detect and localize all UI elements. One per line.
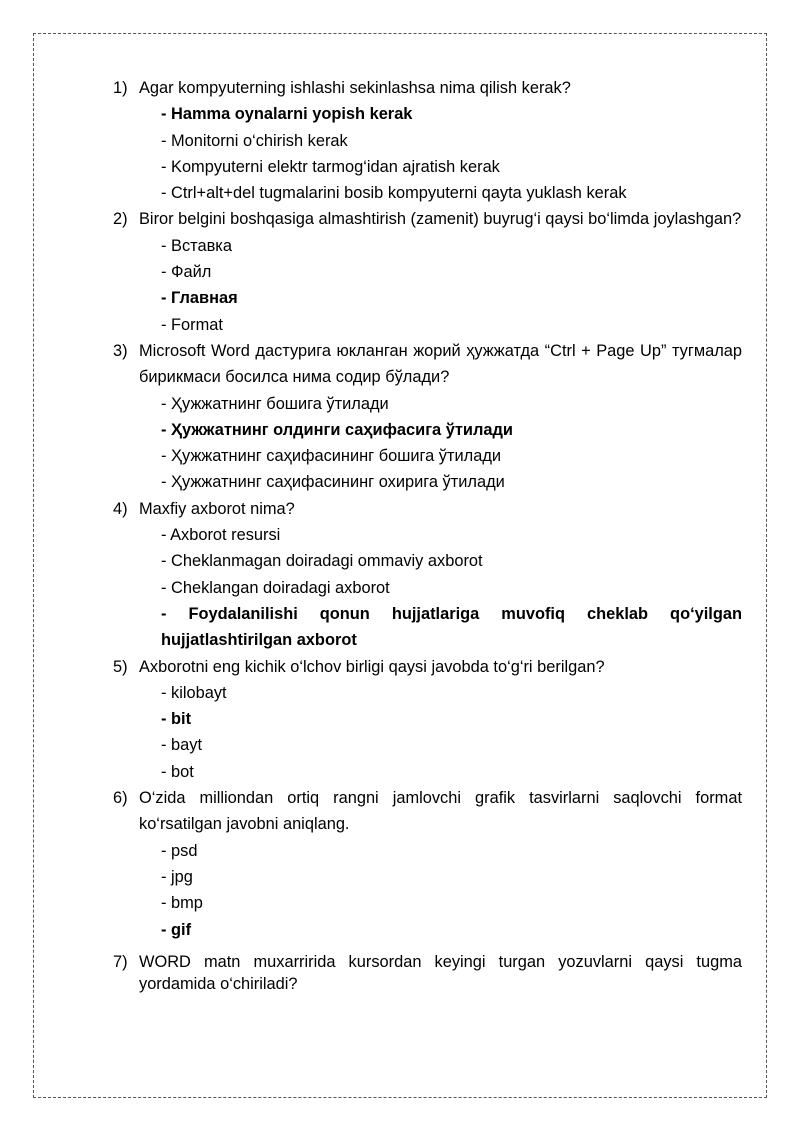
answer-option: - psd xyxy=(161,841,198,860)
question-number: 1) xyxy=(113,79,128,97)
answer-option: - Ҳужжатнинг саҳифасининг бошига ўтилади xyxy=(161,447,502,466)
question-number: 2) xyxy=(113,210,128,229)
question-3 xyxy=(113,338,742,391)
question-text: Microsoft Word дастурига юкланган жорий ҳужжатда “Ctrl + Page Up” тугмалар бирикмаси босилса нима содир бўлади? xyxy=(139,341,742,387)
question-number: 4) xyxy=(113,499,128,518)
question-text: Biror belgini boshqasiga almashtirish (zamenit) buyrug‘i qaysi bo‘limda joylashgan? xyxy=(139,210,742,229)
answer-option: - kilobayt xyxy=(161,683,227,702)
answer-option: - Cheklangan doiradagi axborot xyxy=(161,578,390,597)
answer-option-correct: - gif xyxy=(161,920,192,939)
question-5 xyxy=(113,654,742,680)
answer-option: - Ҳужжатнинг саҳифасининг охирига ўтилади xyxy=(161,473,505,492)
answer-option: - Monitorni o‘chirish kerak xyxy=(161,131,348,150)
question-4 xyxy=(113,496,742,522)
answer-option: - bmp xyxy=(161,894,203,913)
answer-option-correct: - Hamma oynalarni yopish kerak xyxy=(161,105,413,124)
answer-option-correct: - Ҳужжатнинг олдинги саҳифасига ўтилади xyxy=(161,420,513,439)
question-2 xyxy=(113,206,742,232)
answer-option: - Axborot resursi xyxy=(161,526,281,545)
answer-option: - Ҳужжатнинг бошига ўтилади xyxy=(161,394,389,413)
answer-option: - Ctrl+alt+del tugmalarini bosib kompyuterni qayta yuklash kerak xyxy=(161,184,627,203)
question-number: 5) xyxy=(113,657,128,676)
answer-option: - jpg xyxy=(161,867,193,886)
answer-option: - Cheklanmagan doiradagi ommaviy axborot xyxy=(161,552,483,571)
question-text: O‘zida milliondan ortiq rangni jamlovchi grafik tasvirlarni saqlovchi format ko‘rsatilgan javobni aniqlang. xyxy=(139,789,742,834)
question-list xyxy=(113,75,742,995)
answer-option: - Format xyxy=(161,315,223,334)
answer-option-correct: - bit xyxy=(161,710,192,729)
question-6 xyxy=(113,785,742,838)
answer-option: - Вставка xyxy=(161,236,232,255)
question-number: 3) xyxy=(113,341,128,360)
question-number: 6) xyxy=(113,789,128,808)
answer-option: - Kompyuterni elektr tarmog‘idan ajratish kerak xyxy=(161,157,500,176)
question-text: Maxfiy axborot nima? xyxy=(139,499,295,518)
answer-option: - Файл xyxy=(161,263,212,282)
question-text: Axborotni eng kichik o‘lchov birligi qaysi javobda to‘g‘ri berilgan? xyxy=(139,657,605,676)
answer-option-correct: - Foydalanilishi qonun hujjatlariga muvofiq cheklab qo‘yilgan hujjatlashtirilgan axborot xyxy=(161,604,742,650)
answer-option: - bayt xyxy=(161,736,202,755)
question-7 xyxy=(113,951,742,995)
question-1 xyxy=(113,75,742,101)
question-text: Agar kompyuterning ishlashi sekinlashsa nima qilish kerak? xyxy=(139,79,571,97)
answer-option: - bot xyxy=(161,762,194,781)
question-number: 7) xyxy=(113,952,128,971)
question-text: WORD matn muxarririda kursordan keyingi turgan yozuvlarni qaysi tugma yordamida o‘chiriladi? xyxy=(139,952,742,993)
answer-option-correct: - Главная xyxy=(161,289,238,308)
